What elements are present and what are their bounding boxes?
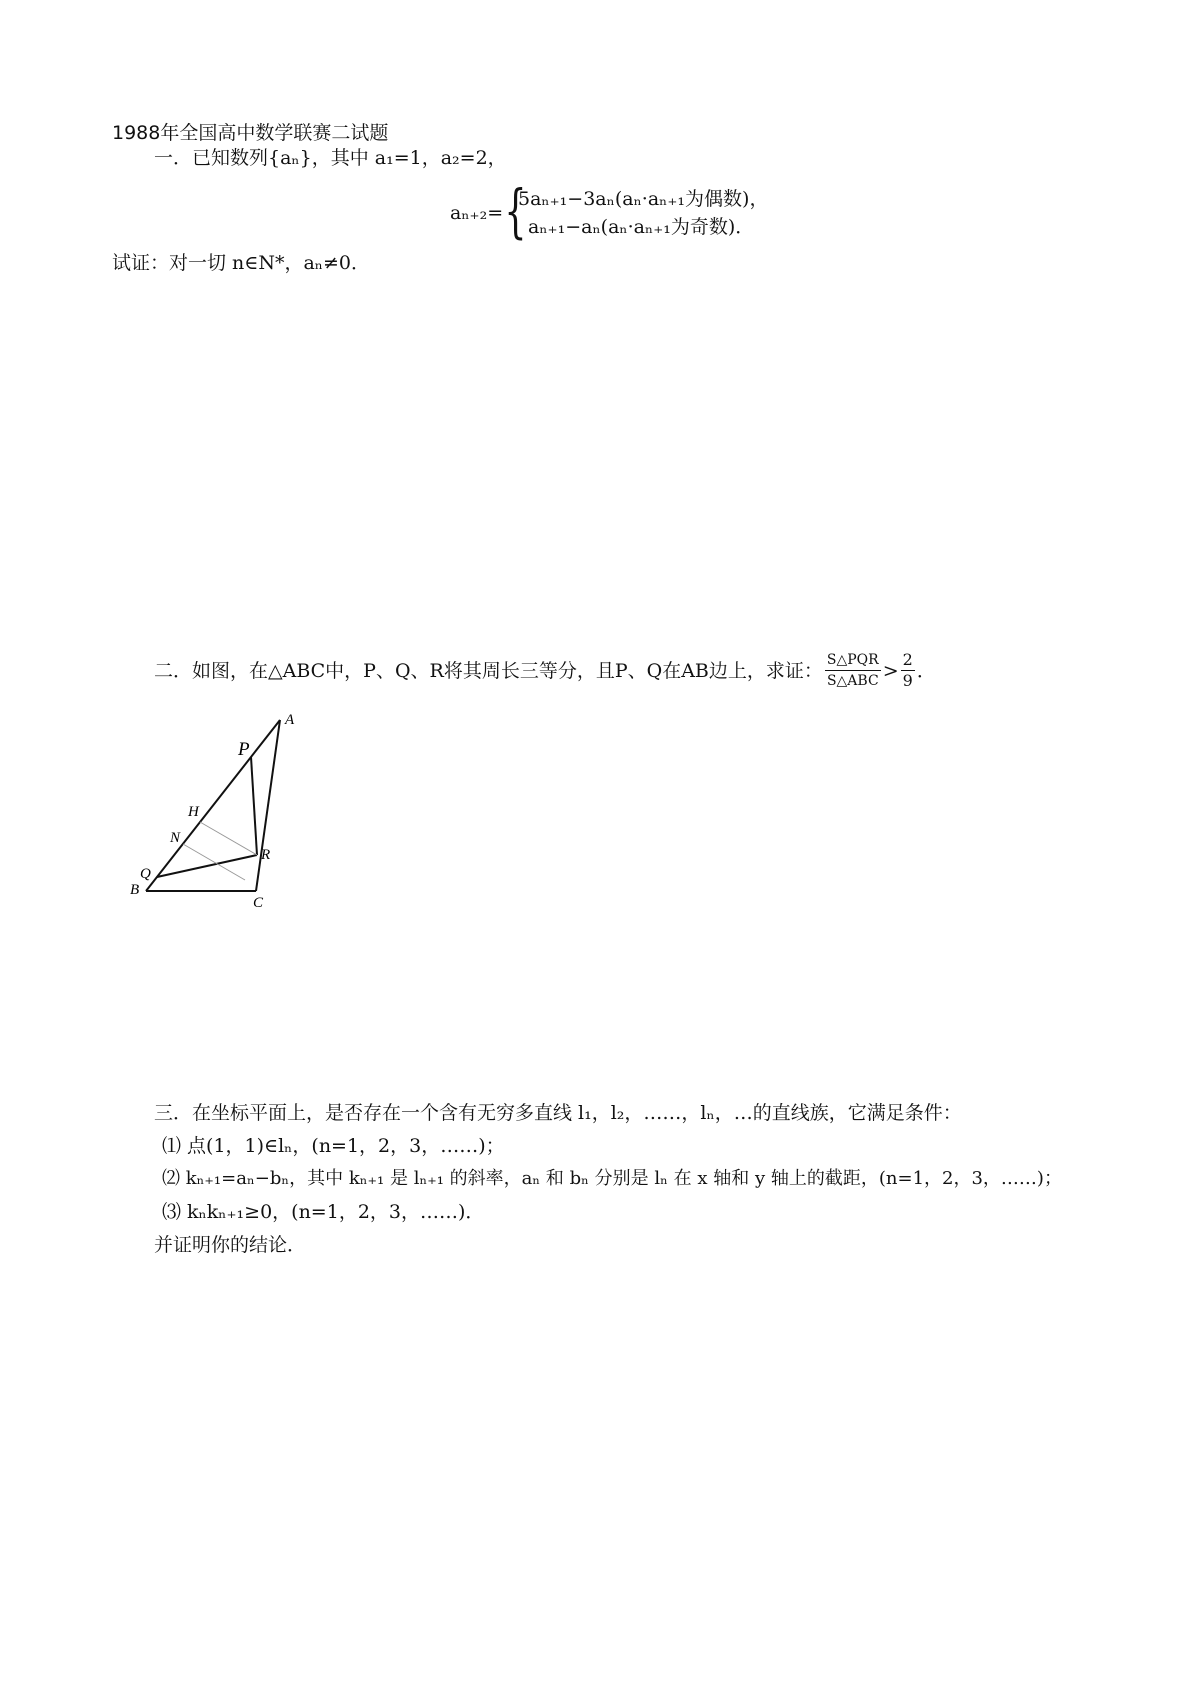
segment-n-aux [183, 844, 245, 880]
area-ratio-denominator: S△ABC [826, 673, 879, 689]
label-h: H [188, 804, 199, 820]
problem3-condition-2: ⑵ kₙ₊₁=aₙ−bₙ，其中 kₙ₊₁ 是 lₙ₊₁ 的斜率，aₙ 和 bₙ 分别是 lₙ 在 x 轴和 y 轴上的截距，(n=1，2，3，……)； [162, 1168, 1062, 1189]
page-title: 1988年全国高中数学联赛二试题 [112, 122, 389, 144]
greater-than-sign: > [882, 659, 899, 682]
two-ninths-fraction [901, 650, 915, 691]
problem3-statement: 三．在坐标平面上，是否存在一个含有无穷多直线 l₁，l₂，……，lₙ，…的直线族，它满足条件： [154, 1102, 962, 1124]
problem3-condition-1: ⑴ 点(1，1)∈lₙ，(n=1，2，3，……)； [162, 1135, 505, 1157]
problem1-case-even: 5aₙ₊₁−3aₙ(aₙ·aₙ₊₁为偶数)， [518, 188, 769, 210]
two-ninths-denominator: 9 [902, 671, 913, 690]
triangle-figure [120, 700, 320, 910]
segment-hr [200, 822, 257, 855]
label-n: N [170, 830, 181, 846]
label-p: P [238, 739, 250, 760]
problem2-statement: 二．如图，在△ABC中，P、Q、R将其周长三等分，且P、Q在AB边上，求证： [154, 659, 823, 682]
two-ninths-numerator: 2 [902, 650, 913, 669]
segment-pr [251, 757, 257, 855]
problem2-end: ． [916, 659, 936, 682]
label-b: B [130, 882, 140, 898]
problem3-conclusion: 并证明你的结论． [154, 1234, 307, 1256]
problem3-condition-3: ⑶ kₙkₙ₊₁≥0，(n=1，2，3，……)． [162, 1201, 485, 1223]
problem1-intro: 一．已知数列{aₙ}，其中 a₁=1，a₂=2， [154, 147, 507, 169]
problem1-lhs: aₙ₊₂= [450, 202, 504, 224]
label-a: A [285, 712, 295, 728]
problem1-brace: { [504, 177, 527, 245]
label-q: Q [140, 866, 151, 882]
area-ratio-numerator: S△PQR [825, 650, 881, 671]
label-c: C [253, 895, 264, 910]
label-r: R [261, 847, 271, 863]
problem1-claim: 试证：对一切 n∈N*，aₙ≠0． [112, 252, 371, 274]
problem1-case-odd: aₙ₊₁−aₙ(aₙ·aₙ₊₁为奇数)． [528, 216, 755, 238]
problem2-line [154, 650, 936, 691]
area-ratio-fraction [825, 650, 881, 691]
